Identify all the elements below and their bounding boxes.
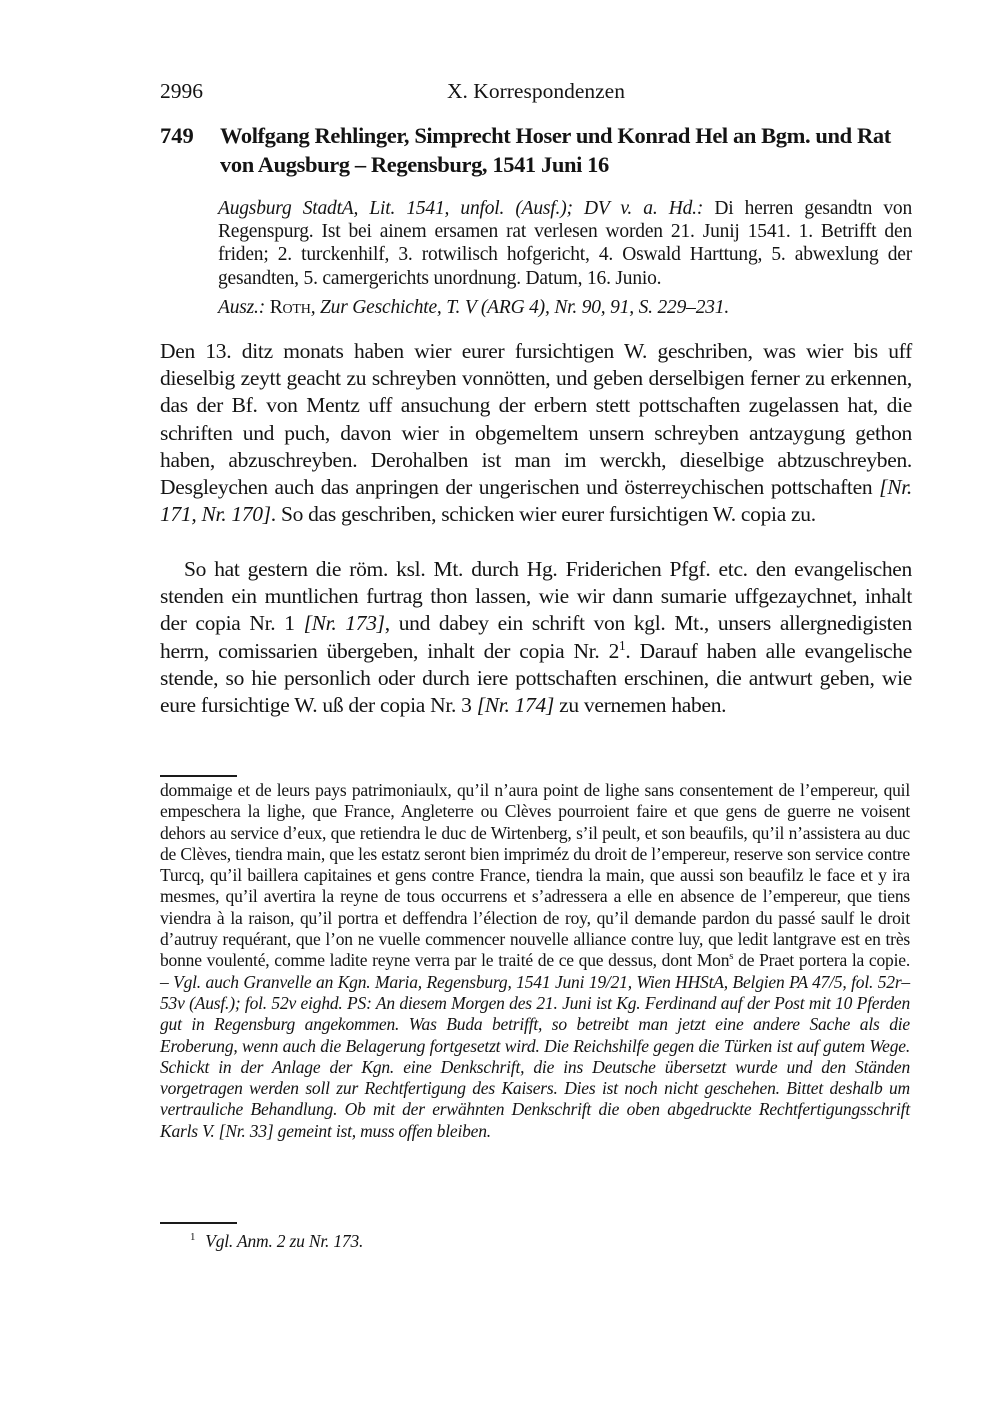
entry-title: Wolfgang Rehlinger, Simprecht Hoser und Konrad Hel an Bgm. und Rat von Augsburg – Regensburg, 1541 Juni 16	[220, 123, 891, 177]
excerpt-author: Roth	[269, 297, 311, 318]
excerpt-reference: , Zur Geschichte, T. V (ARG 4), Nr. 90, 91, S. 229–231.	[310, 297, 730, 318]
running-title: X. Korrespondenzen	[447, 79, 625, 103]
letter-paragraph-1	[160, 338, 912, 528]
footnote-text: Vgl. Anm. 2 zu Nr. 173.	[205, 1231, 364, 1251]
archive-reference: Augsburg StadtA, Lit. 1541, unfol. (Ausf.); DV v. a. Hd.:	[218, 198, 704, 219]
page-number: 2996	[160, 79, 203, 103]
text-run: de Praet portera la copie. –	[160, 950, 911, 992]
text-run: dommaige et de leurs pays patrimoniaulx, qu’il n’aura point de lighe sans consentement de l’empereur, quil empeschera la lighe, que France, Angleterre ou Clèves pourroient faire et que gens de guerre ne voisent dehors au service d’eux, que retiendra le duc de Wirtenberg, s’il peult, et son beaufils, qu’il n’assistera au duc de Clèves, tiendra main, que les estatz seront bien impriméz du droit de l’empereur, reserve son service contre Turcq, qu’il baillera capitaines et gens contre France, tiendra la main, que aussi son beaufilz le face et y ira mesmes, qu’il avertira la reyne de tous occurrens et s’adressera a elle en absence de l’empereur, que tiens viendra à la raison, qu’il portra et deffendra l’élection de roy, qu’il demande pardon du passé saulf le droit d’autruy requérant, que l’on ne vuelle commencer nouvelle alliance contre luy, que ledit lantgrave est en très bonne voulenté, comme ladite reyne verra par le traité de ce que dessus, dont Mon	[160, 780, 910, 971]
text-run: , und dabey ein schrift von kgl. Mt., unsers allergnedigisten herrn, comissarien übergeben, inhalt der copia Nr. 2	[160, 611, 913, 663]
source-note	[218, 197, 912, 290]
entry-heading	[160, 122, 912, 179]
footnote-number: 1	[190, 1231, 196, 1244]
superscript-abbreviation: s	[729, 950, 734, 963]
footnote-separator-rule-2	[160, 1222, 237, 1224]
text-run: So hat gestern die röm. ksl. Mt. durch Hg. Friderichen Pfgf. etc. den evangelischen stenden ein muntlichen furtrag thon lassen, wie wir dann sumarie uffgezaychnet, inhalt der copia Nr. 1	[160, 557, 912, 636]
text-run: Den 13. ditz monats haben wier eurer fursichtigen W. geschriben, was wier bis uff dieselbig zeytt geacht zu schreyben vonnötten, und geben derselbigen ferner zu erkennen, das der Bf. von Mentz uff ansuchung der erbern stett pottschaften zugelassen hat, die schriften und puch, davon wier in obgemeltem unsern schreyben antzaygung gethon haben, abzuschreyben. Derohalben ist man im werckh, dieselbige abtzuschreyben. Desgleychen auch das anpringen der ungerischen und österreychischen pottschaften	[160, 339, 912, 500]
cross-reference: [Nr. 174]	[476, 693, 555, 718]
letter-paragraph-2	[160, 556, 912, 719]
excerpt-label: Ausz.:	[218, 297, 266, 318]
footnote-reference-mark: 1	[619, 637, 626, 653]
cross-reference: [Nr. 171, Nr. 170]	[160, 475, 912, 527]
footnote-1	[160, 1231, 910, 1252]
text-run: zu vernemen haben.	[554, 693, 727, 718]
footnote-carryover-text	[160, 780, 910, 1142]
entry-number: 749	[160, 123, 194, 148]
text-run: . Darauf haben alle evangelische stende, so hie personlich oder durch iere pottschaften erschinen, die antwurt geben, wie eure fursichtige W. uß der copia Nr. 3	[160, 638, 912, 718]
footnote-separator-rule	[160, 775, 237, 777]
editorial-note: Vgl. auch Granvelle an Kgn. Maria, Regensburg, 1541 Juni 19/21, Wien HHStA, Belgien PA 47/5, fol. 52r–53v (Ausf.); fol. 52v eighd. PS: An diesem Morgen des 21. Juni ist Kg. Ferdinand auf der Post mit 10 Pferden gut in Regensburg angekommen. Was Buda betrifft, so betreibt man jetzt eine andere Sache als die Eroberung, wenn auch die Belagerung fortgesetzt wird. Die Reichshilfe gegen die Türken ist auf gutem Wege. Schickt in der Anlage der Kgn. eine Denkschrift, die ins Deutsche übersetzt wurde und den Ständen vorgetragen werden soll zur Rechtfertigung des Kaisers. Dies ist noch nicht geschehen. Bittet deshalb um vertrauliche Behandlung. Ob mit der erwähnten Denkschrift die oben abgedruckte Rechtfertigungsschrift Karls V. [Nr. 33] gemeint ist, muss offen bleiben.	[160, 971, 910, 1141]
text-run: . So das geschriben, schicken wier eurer fursichtigen W. copia zu.	[270, 502, 816, 527]
cross-reference: [Nr. 173]	[303, 611, 385, 636]
dorsal-note: Di herren gesandtn von Regenspurg. Ist bei ainem ersamen rat verlesen worden 21. Junij 1541. 1. Betrifft den friden; 2. turckenhilf, 3. rotwilisch hofgericht, 4. Oswald Harttung, 5. abwexlung der gesandten, 5. camergerichts unordnung. Datum, 16. Junio.	[218, 198, 912, 289]
excerpt-line	[218, 296, 912, 319]
running-header	[160, 79, 912, 103]
